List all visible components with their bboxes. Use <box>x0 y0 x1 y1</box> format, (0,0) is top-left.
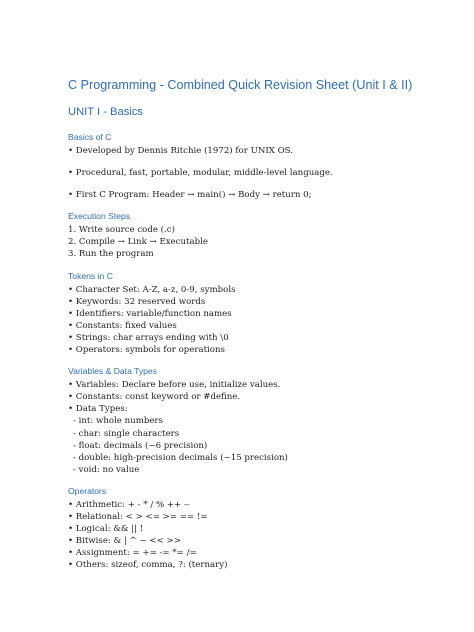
section-heading: Basics of C <box>68 132 112 142</box>
list-item: • Bitwise: & | ^ ~ << >> <box>68 536 181 547</box>
unit-title: UNIT I - Basics <box>68 106 144 118</box>
list-item: • Identifiers: variable/function names <box>68 308 232 319</box>
list-item: • Keywords: 32 reserved words <box>68 296 206 307</box>
section-heading: Variables & Data Types <box>68 366 158 377</box>
list-item: - double: high-precision decimals (~15 precision) <box>73 452 288 463</box>
section-tokens-in-c <box>68 271 454 357</box>
list-item: • Procedural, fast, portable, modular, middle-level language. <box>68 168 333 179</box>
section-heading: Tokens in C <box>68 270 113 281</box>
list-item: • First C Program: Header → main() → Body → return 0; <box>68 190 312 201</box>
list-item: - void: no value <box>73 464 140 475</box>
section-operators <box>68 486 454 572</box>
section-heading: Execution Steps <box>68 211 131 222</box>
list-item: - int: whole numbers <box>73 416 163 427</box>
list-item: - float: decimals (~6 precision) <box>73 440 208 451</box>
list-item: • Constants: const keyword or #define. <box>68 392 241 403</box>
list-item: 1. Write source code (.c) <box>68 225 175 236</box>
section-execution-steps <box>68 211 454 260</box>
list-item: • Assignment: = += -= *= /= <box>68 548 197 559</box>
list-item: • Others: sizeof, comma, ?: (ternary) <box>68 560 228 571</box>
list-item: - char: single characters <box>73 428 180 439</box>
section-basics-of-c <box>68 132 454 201</box>
list-item: • Operators: symbols for operations <box>68 345 225 356</box>
document-title: C Programming - Combined Quick Revision Sheet (Unit I & II) <box>68 78 413 92</box>
list-item: • Constants: fixed values <box>68 320 177 331</box>
list-item: • Data Types: <box>68 404 128 415</box>
list-item: • Relational: < > <= >= == != <box>68 511 208 522</box>
list-item: • Strings: char arrays ending with \0 <box>68 332 229 343</box>
list-item: 2. Compile → Link → Executable <box>68 237 208 248</box>
section-heading: Operators <box>68 485 107 496</box>
list-item: • Variables: Declare before use, initialize values. <box>68 380 281 391</box>
section-variables-data-types <box>68 366 454 476</box>
list-item: • Logical: && || ! <box>68 524 144 535</box>
list-item: 3. Run the program <box>68 249 154 260</box>
list-item: • Character Set: A-Z, a-z, 0-9, symbols <box>68 284 236 295</box>
list-item: • Arithmetic: + - * / % ++ -- <box>68 499 190 510</box>
list-item: • Developed by Dennis Ritchie (1972) for UNIX OS. <box>68 146 293 156</box>
